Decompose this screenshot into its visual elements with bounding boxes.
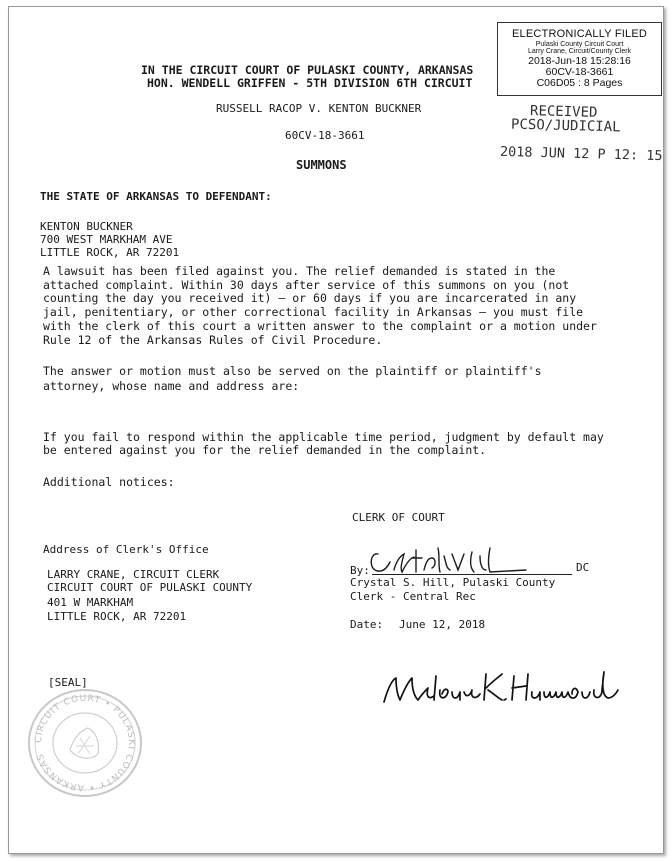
svg-text:Melanie K. Hammond: Melanie K. Hammond — [376, 666, 387, 667]
efiling-title: ELECTRONICALLY FILED — [511, 28, 648, 40]
defendant-address2: LITTLE ROCK, AR 72201 — [40, 246, 180, 259]
court-seal — [26, 688, 144, 798]
dc-label: DC — [576, 561, 590, 574]
by-label: By: — [350, 564, 370, 577]
case-number: 60CV-18-3661 — [285, 129, 365, 142]
paragraph-line: If you fail to respond within the applicable time period, judgment by default may — [43, 430, 604, 444]
paragraph-line: The answer or motion must also be served on the plaintiff or plaintiff's — [43, 364, 542, 378]
efiling-clerk: Larry Crane, Circuit/County Clerk — [527, 48, 632, 55]
document-title: SUMMONS — [296, 158, 347, 172]
date-label: Date: — [350, 618, 384, 631]
paragraph-line: attached complaint. Within 30 days after service of this summons on you (not — [43, 278, 570, 292]
paragraph-line: A lawsuit has been filed against you. The relief demanded is stated in the — [43, 264, 556, 278]
clerk-office-line3: 401 W MARKHAM — [47, 596, 134, 609]
clerk-office-line1: LARRY CRANE, CIRCUIT CLERK — [47, 568, 220, 581]
signer-line2: Clerk - Central Rec — [350, 590, 476, 603]
defendant-name: KENTON BUCKNER — [40, 220, 133, 233]
court-line: IN THE CIRCUIT COURT OF PULASKI COUNTY, ARKANSAS — [141, 63, 474, 77]
received-stamp-line1: RECEIVED — [529, 103, 598, 121]
paragraph-line: jail, penitentiary, or other correctional facility in Arkansas – you must file — [43, 305, 584, 319]
efiling-court: Pulaski County Circuit Court — [535, 41, 624, 48]
received-stamp-time: 2018 JUN 12 P 12: 15 — [499, 143, 663, 165]
judge-line: HON. WENDELL GRIFFEN - 5TH DIVISION 6TH CIRCUIT — [147, 76, 473, 90]
efiling-datetime: 2018-Jun-18 15:28:16 — [528, 55, 631, 67]
signer-line1: Crystal S. Hill, Pulaski County — [350, 576, 556, 589]
clerk-of-court-label: CLERK OF COURT — [352, 511, 445, 524]
efiling-stamp — [497, 22, 662, 96]
clerk-office-line4: LITTLE ROCK, AR 72201 — [47, 610, 187, 623]
clerk-signature — [376, 666, 626, 712]
paragraph-line: with the clerk of this court a written answer to the complaint or a motion under — [43, 319, 597, 333]
date-value: June 12, 2018 — [399, 618, 486, 631]
clerk-office-line2: CIRCUIT COURT OF PULASKI COUNTY — [47, 581, 253, 594]
paragraph-line: counting the day you received it) — or 60 days if you are incarcerated in any — [43, 291, 577, 305]
svg-text:CIRCUIT COURT • PULASKI COUNTY: CIRCUIT COURT • PULASKI COUNTY • ARKANSAS — [33, 693, 137, 793]
defendant-heading: THE STATE OF ARKANSAS TO DEFENDANT: — [40, 190, 272, 203]
efiling-doc: C06D05 : 8 Pages — [536, 77, 623, 89]
paragraph-line: Rule 12 of the Arkansas Rules of Civil Procedure. — [43, 333, 383, 347]
defendant-address1: 700 WEST MARKHAM AVE — [40, 233, 173, 246]
svg-text:Crystal Hill: Crystal Hill — [366, 544, 374, 545]
seal-label: [SEAL] — [48, 676, 88, 689]
deputy-signature — [366, 544, 536, 578]
efiling-case-no: 60CV-18-3661 — [545, 66, 614, 78]
paragraph-line: be entered against you for the relief demanded in the complaint. — [43, 443, 487, 457]
clerk-office-heading: Address of Clerk's Office — [43, 543, 209, 556]
case-caption: RUSSELL RACOP V. KENTON BUCKNER — [216, 102, 422, 115]
paragraph-line: attorney, whose name and address are: — [43, 379, 300, 393]
received-stamp-line2: PCSO/JUDICIAL — [510, 116, 621, 136]
additional-notices: Additional notices: — [43, 475, 175, 489]
